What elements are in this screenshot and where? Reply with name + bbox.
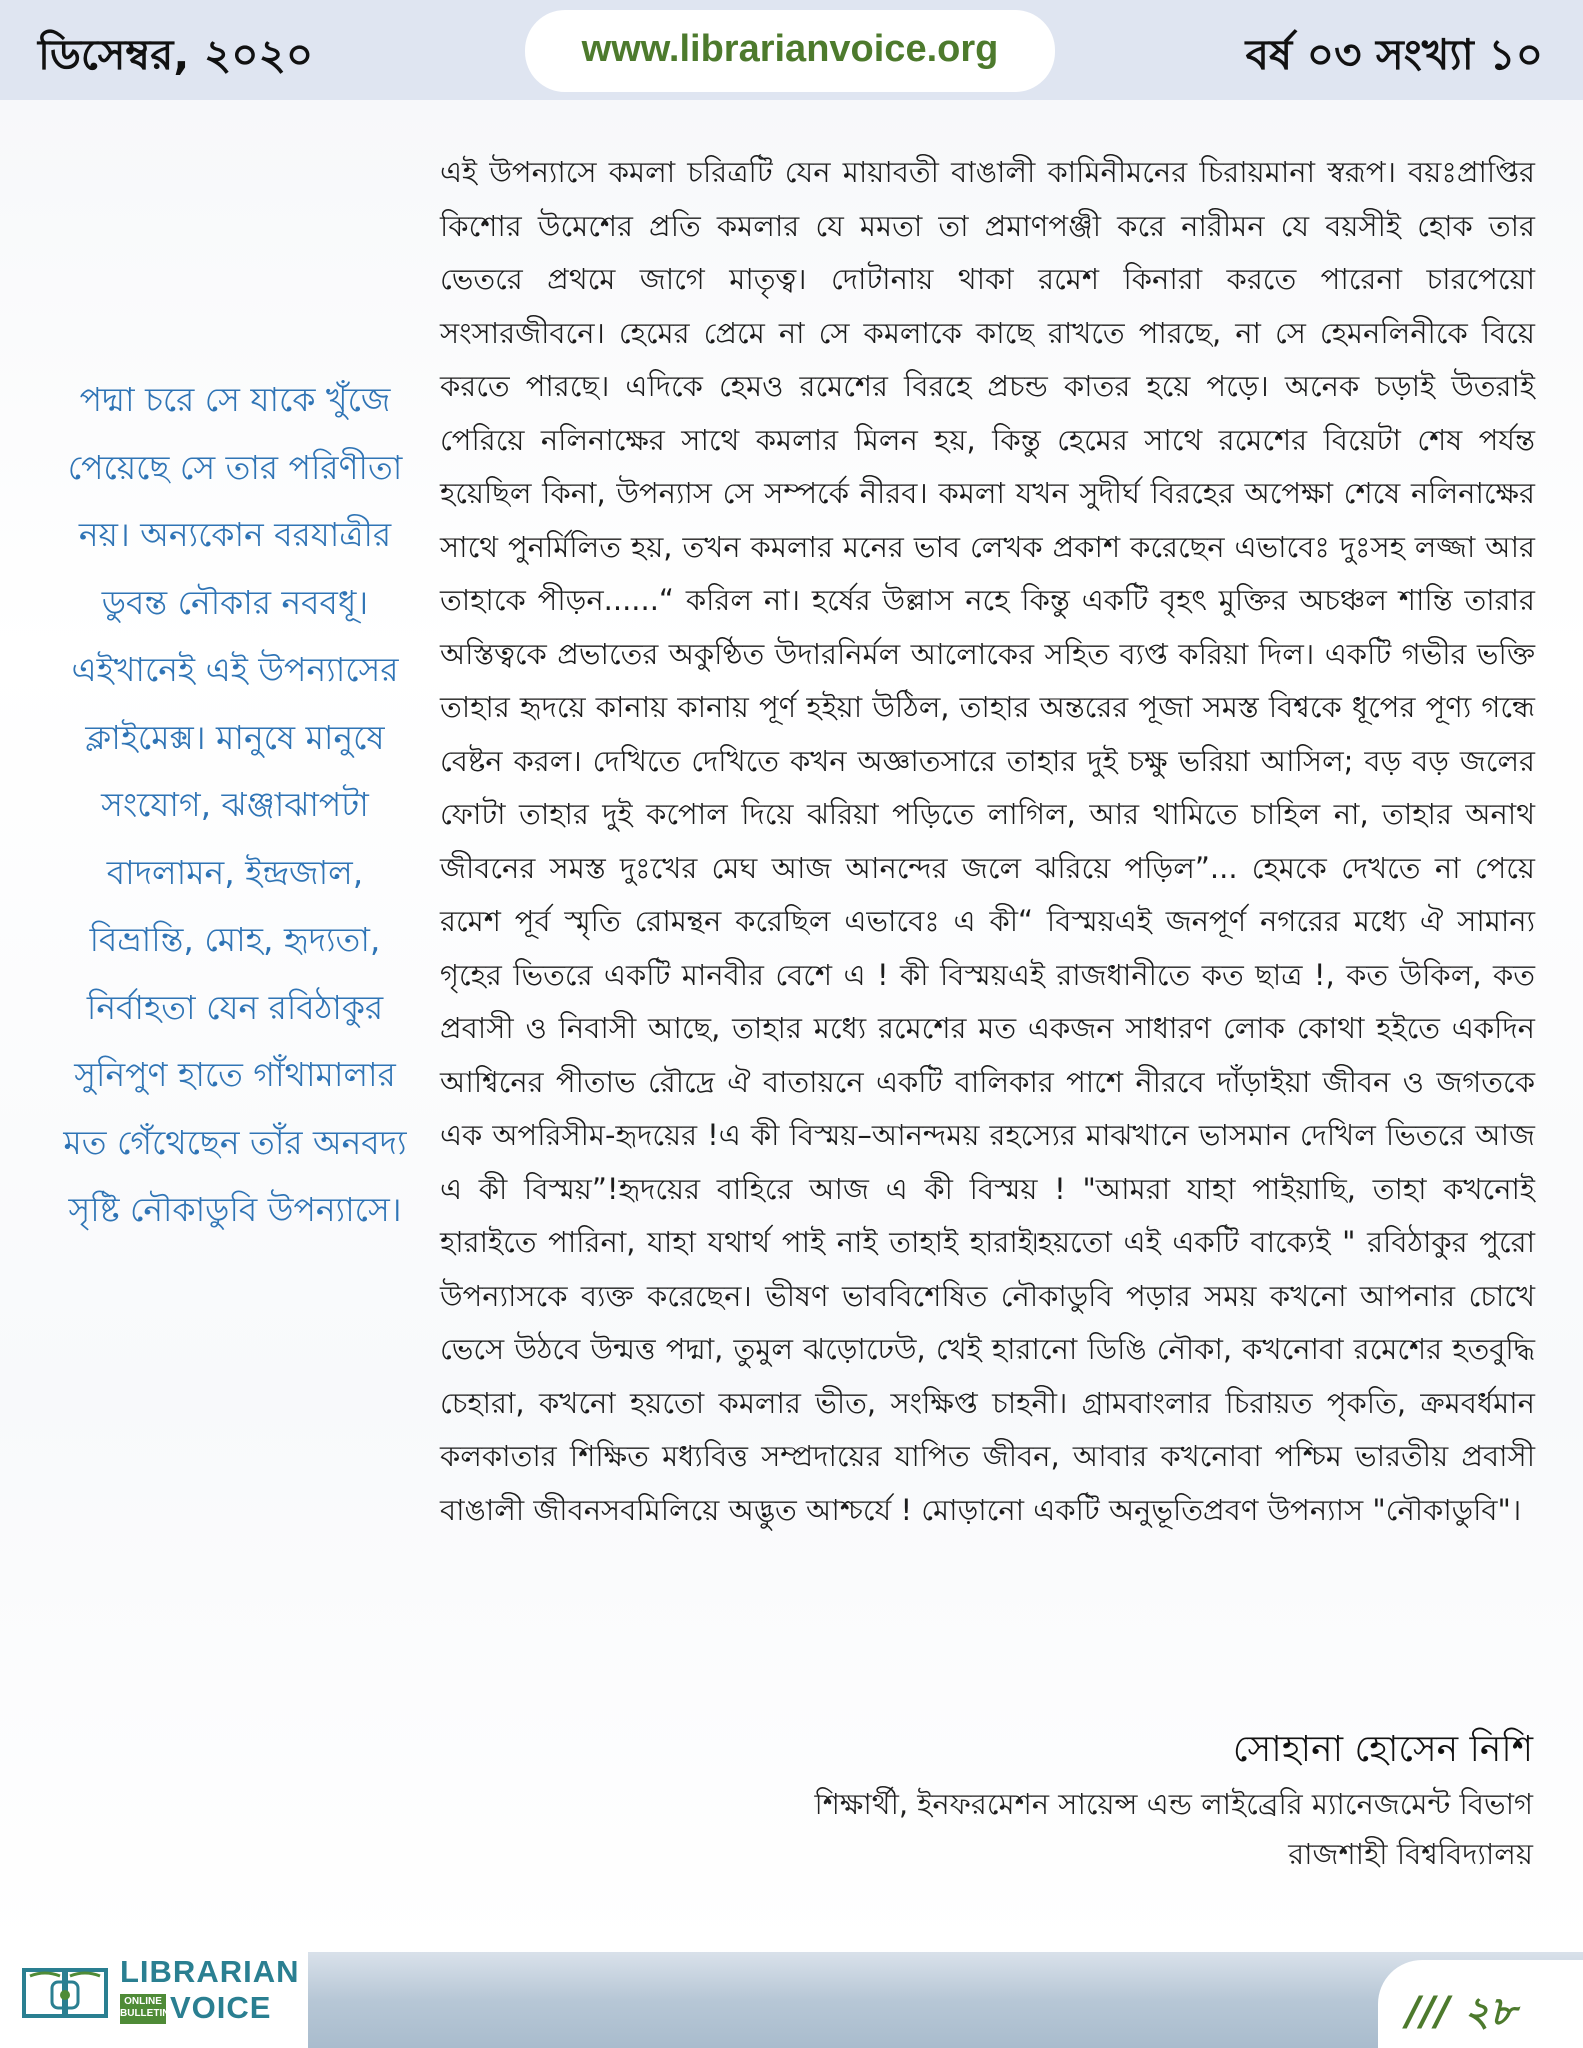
logo-tag-online-bulletin: ONLINE BULLETIN bbox=[120, 1994, 166, 2024]
author-affiliation: শিক্ষার্থী, ইনফরমেশন সায়েন্স এন্ড লাইব্রেরি ম্যানেজমেন্ট বিভাগ bbox=[814, 1787, 1533, 1821]
page-number: /// ২৮ bbox=[1406, 1989, 1516, 2035]
page-number-tab bbox=[1378, 1960, 1583, 2048]
issue-number: বর্ষ ০৩ সংখ্যা ১০ bbox=[1245, 30, 1543, 79]
author-name: সোহানা হোসেন নিশি bbox=[1232, 1729, 1533, 1770]
author-university: রাজশাহী বিশ্ববিদ্যালয় bbox=[1288, 1837, 1533, 1871]
logo-text-librarian: LIBRARIAN bbox=[120, 1954, 300, 1989]
website-url[interactable]: www.librarianvoice.org bbox=[581, 28, 999, 70]
logo-text-voice: VOICE bbox=[170, 1990, 272, 2025]
website-pill[interactable] bbox=[525, 10, 1055, 92]
librarian-voice-logo bbox=[20, 1950, 300, 2028]
pull-quote: পদ্মা চরে সে যাকে খুঁজে পেয়েছে সে তার পরিণীতা নয়। অন্যকোন বরযাত্রীর ডুবন্ত নৌকার নববধূ। এইখানেই এই উপন্যাসের ক্লাইমেক্স। মানুষে মানুষে সংযোগ, ঝঞ্জাঝাপটা বাদলামন, ইন্দ্রজাল, বিভ্রান্তি, মোহ, হৃদ্যতা, নির্বাহতা যেন রবিঠাকুর সুনিপুণ হাতে গাঁথামালার মত গেঁথেছেন তাঁর অনবদ্য সৃষ্টি নৌকাডুবি উপন্যাসে। bbox=[63, 380, 407, 1229]
article-body: এই উপন্যাসে কমলা চরিত্রটি যেন মায়াবতী বাঙালী কামিনীমনের চিরায়মানা স্বরূপ। বয়ঃপ্রাপ্তির কিশোর উমেশের প্রতি কমলার যে মমতা তা প্রমাণপঞ্জী করে নারীমন যে বয়সীই হোক তার ভেতরে প্রথমে জাগে মাতৃত্ব। দোটানায় থাকা রমেশ কিনারা করতে পারেনা চারপেয়ো সংসারজীবনে। হেমের প্রেমে না সে কমলাকে কাছে রাখতে পারছে, না সে হেমনলিনীকে বিয়ে করতে পারছে। এদিকে হেমও রমেশের বিরহে প্রচন্ড কাতর হয়ে পড়ে। অনেক চড়াই উতরাই পেরিয়ে নলিনাক্ষের সাথে কমলার মিলন হয়, কিন্তু হেমের সাথে রমেশের বিয়েটা শেষ পর্যন্ত হয়েছিল কিনা, উপন্যাস সে সম্পর্কে নীরব। কমলা যখন সুদীর্ঘ বিরহের অপেক্ষা শেষে নলিনাক্ষের সাথে পুনর্মিলিত হয়, তখন কমলার মনের ভাব লেখক প্রকাশ করেছেন এভাবেঃ দুঃসহ লজ্জা আর তাহাকে পীড়ন......“ করিল না। হর্ষের উল্লাস নহে কিন্তু একটি বৃহৎ মুক্তির অচঞ্চল শান্তি তারার অস্তিত্বকে প্রভাতের অকুণ্ঠিত উদারনির্মল আলোকের সহিত ব্যপ্ত করিয়া দিল। একটি গভীর ভক্তি তাহার হৃদয়ে কানায় কানায় পূর্ণ হইয়া উঠিল, তাহার অন্তরের পূজা সমস্ত বিশ্বকে ধূপের পূণ্য গন্ধে বেষ্টন করল। দেখিতে দেখিতে কখন অজ্ঞাতসারে তাহার দুই চক্ষু ভরিয়া আসিল; বড় বড় জলের ফোটা তাহার দুই কপোল দিয়ে ঝরিয়া পড়িতে লাগিল, আর থামিতে চাহিল না, তাহার অনাথ জীবনের সমস্ত দুঃখের মেঘ আজ আনন্দের জলে ঝরিয়ে পড়িল”... হেমকে দেখতে না পেয়ে রমেশ পূর্ব স্মৃতি রোমন্থন করেছিল এভাবেঃ এ কী“ বিস্ময়এই জনপূর্ণ নগরের মধ্যে ঐ সামান্য গৃহের ভিতরে একটি মানবীর বেশে এ ! কী বিস্ময়এই রাজধানীতে কত ছাত্র !, কত উকিল, কত প্রবাসী ও নিবাসী আছে, তাহার মধ্যে রমেশের মত একজন সাধারণ লোক কোথা হইতে একদিন আশ্বিনের পীতাভ রৌদ্রে ঐ বাতায়নে একটি বালিকার পাশে নীরবে দাঁড়াইয়া জীবন ও জগতকে এক অপরিসীম-হৃদয়ের !এ কী বিস্ময়–আনন্দময় রহস্যের মাঝখানে ভাসমান দেখিল ভিতরে আজ এ কী বিস্ময়”!হৃদয়ের বাহিরে আজ এ কী বিস্ময় ! "আমরা যাহা পাইয়াছি, তাহা কখনোই হারাইতে পারিনা, যাহা যথার্থ পাই নাই তাহাই হারাই৷হয়তো এই একটি বাক্যেই " রবিঠাকুর পুরো উপন্যাসকে ব্যক্ত করেছেন। ভীষণ ভাববিশেষিত নৌকাডুবি পড়ার সময় কখনো আপনার চোখে ভেসে উঠবে উন্মত্ত পদ্মা, তুমুল ঝড়োঢেউ, খেই হারানো ডিঙি নৌকা, কখনোবা রমেশের হতবুদ্ধি চেহারা, কখনো হয়তো কমলার ভীত, সংক্ষিপ্ত চাহনী। গ্রামবাংলার চিরায়ত পৃকতি, ক্রমবর্ধমান কলকাতার শিক্ষিত মধ্যবিত্ত সম্প্রদায়ের যাপিত জীবন, আবার কখনোবা পশ্চিম ভারতীয় প্রবাসী বাঙালী জীবনসবমিলিয়ে অদ্ভুত আশ্চর্যে ! মোড়ানো একটি অনুভূতিপ্রবণ উপন্যাস "নৌকাডুবি"। bbox=[440, 155, 1535, 1527]
open-book-with-scroll-icon bbox=[20, 1956, 110, 2022]
issue-date: ডিসেম্বর, ২০২০ bbox=[38, 30, 314, 79]
page-header bbox=[0, 0, 1583, 100]
